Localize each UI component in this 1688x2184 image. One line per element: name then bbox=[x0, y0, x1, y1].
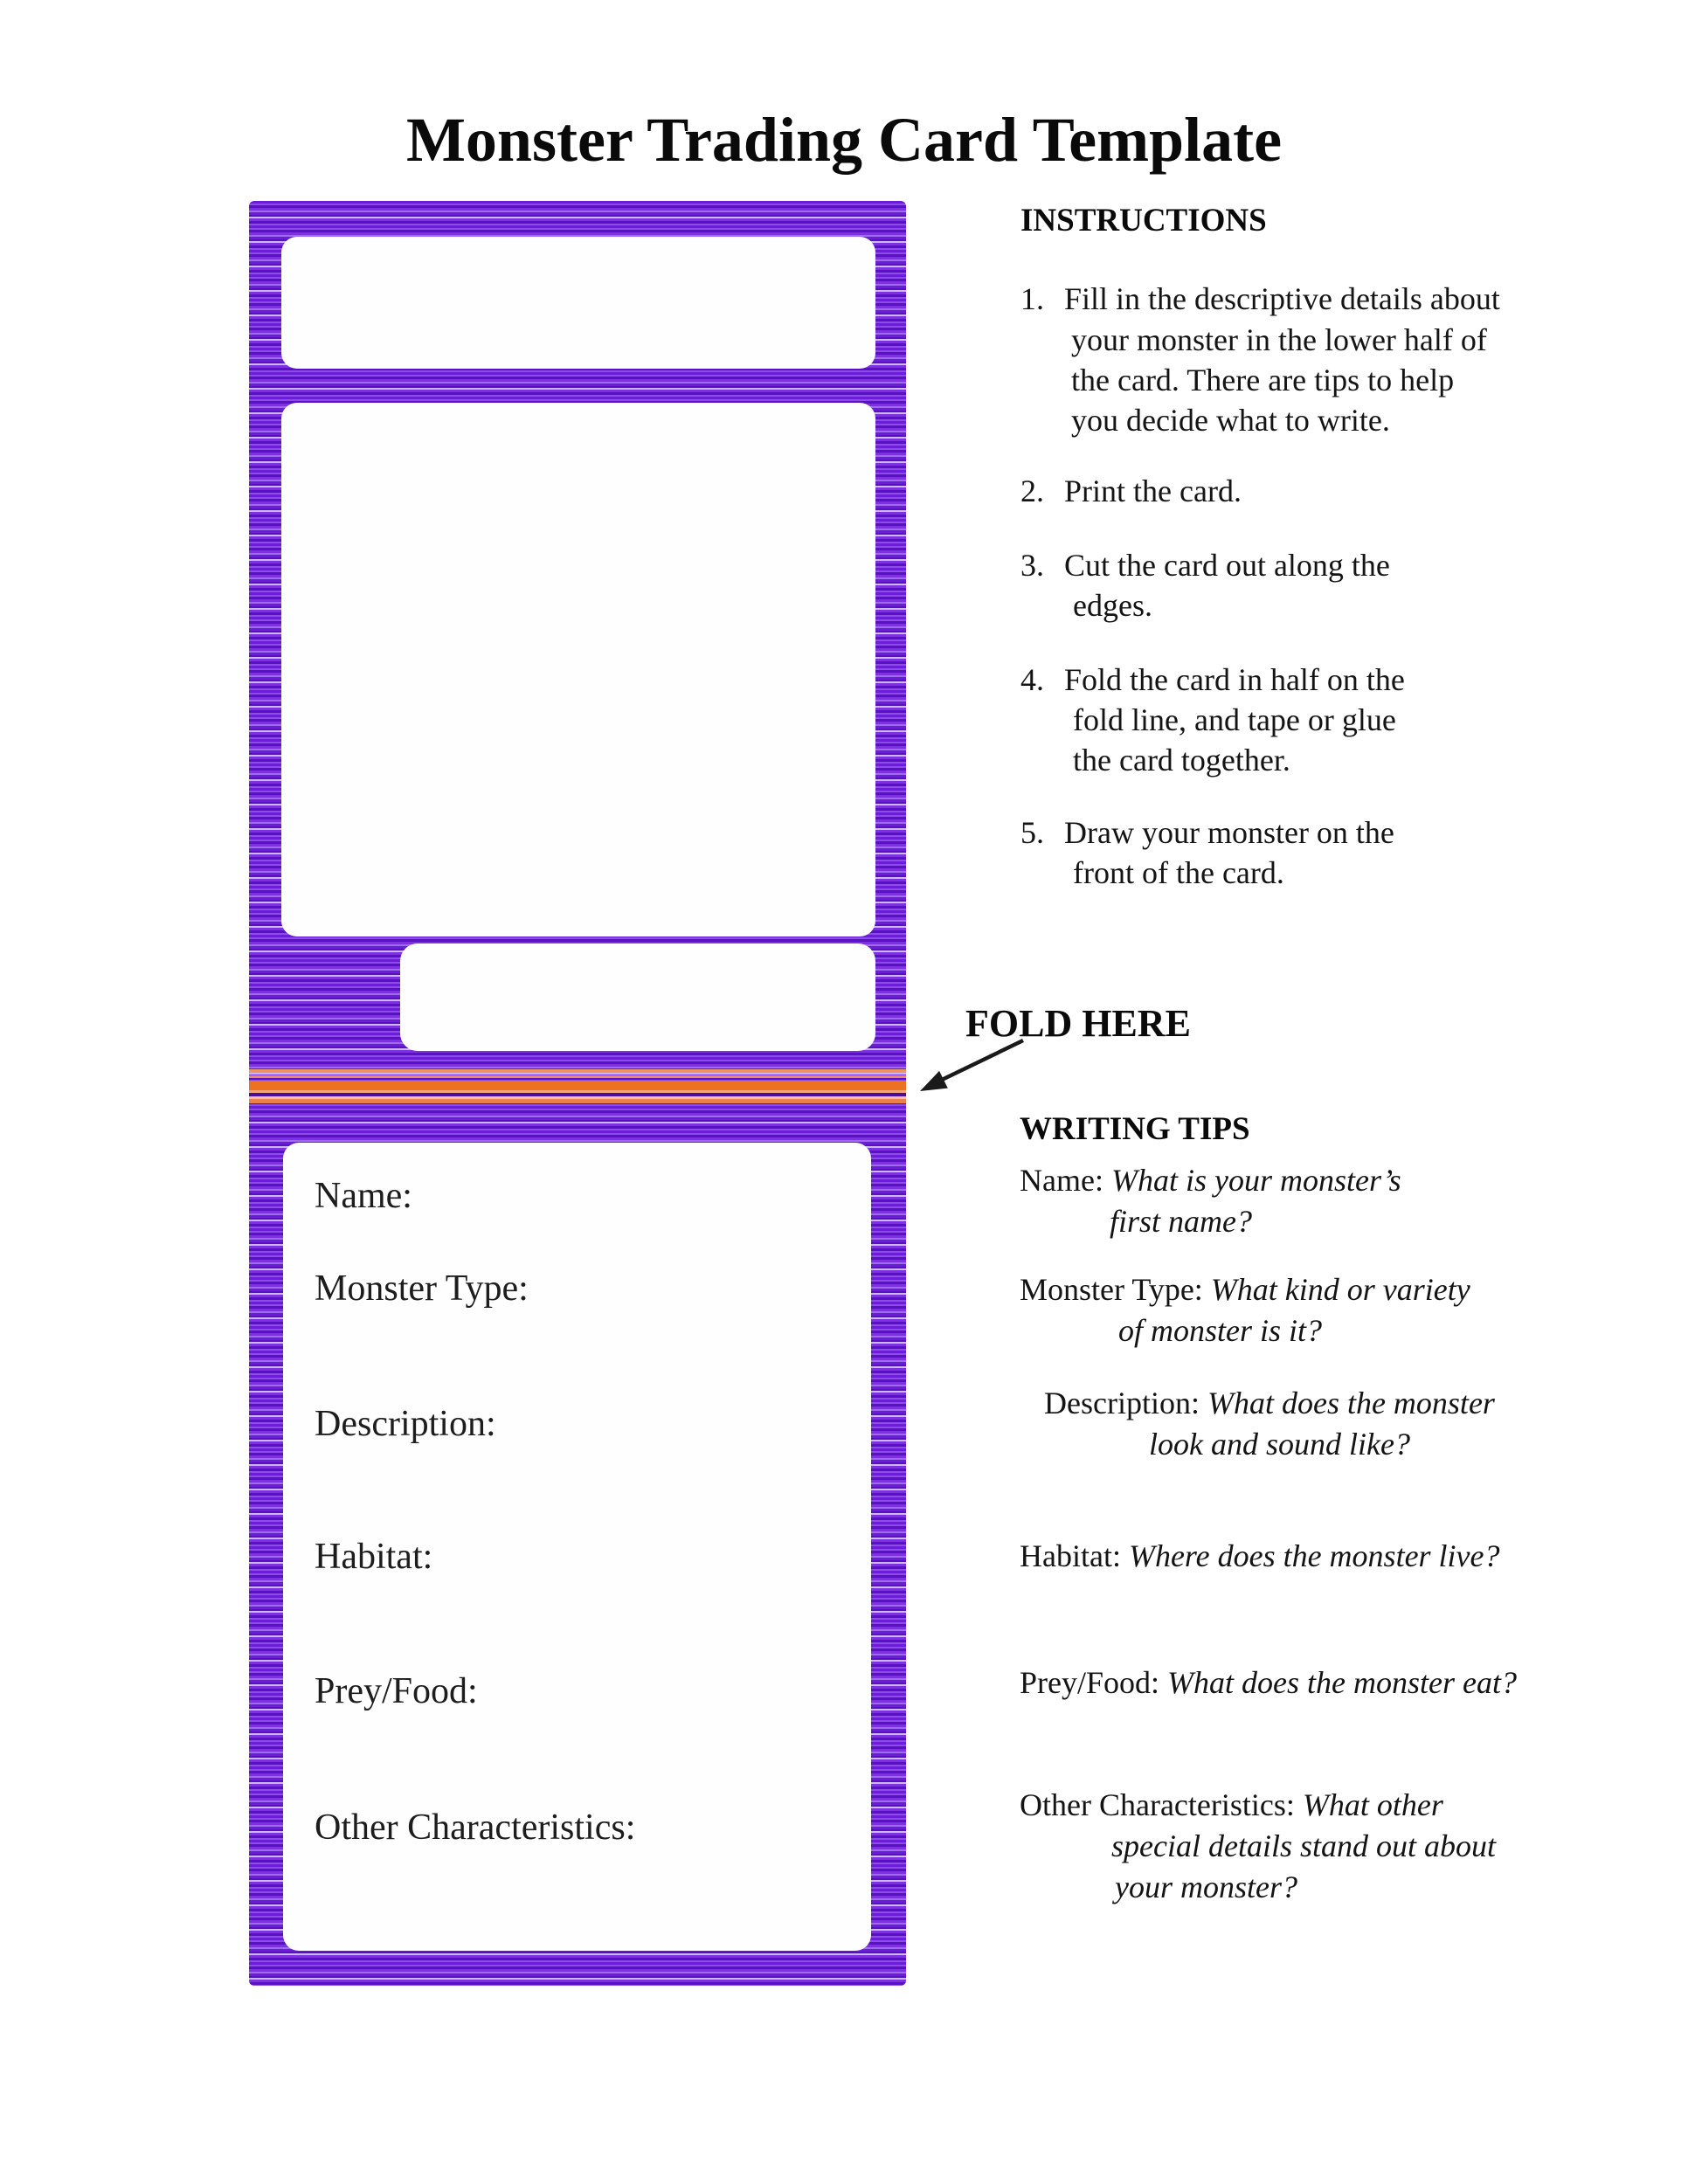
instruction-number: 5. bbox=[1020, 815, 1044, 850]
field-label-prey-food: Prey/Food: bbox=[315, 1671, 478, 1711]
page-title: Monster Trading Card Template bbox=[405, 105, 1283, 175]
tip-monster-type bbox=[1020, 1271, 1470, 1310]
fold-arrow-icon bbox=[911, 1033, 1034, 1102]
tip-other-characteristics-cont: your monster? bbox=[1115, 1870, 1297, 1904]
instruction-line: Print the card. bbox=[1064, 473, 1242, 508]
fold-line-stripe bbox=[249, 1099, 906, 1103]
tip-other-characteristics-cont: special details stand out about bbox=[1111, 1828, 1496, 1863]
tip-description bbox=[1044, 1385, 1495, 1423]
fold-here-label: FOLD HERE bbox=[965, 1002, 1191, 1045]
tip-description-cont: look and sound like? bbox=[1149, 1427, 1410, 1462]
field-label-other-characteristics: Other Characteristics: bbox=[315, 1807, 636, 1848]
tip-text: What does the monster bbox=[1207, 1386, 1495, 1420]
instruction-line: the card. There are tips to help bbox=[1071, 363, 1455, 397]
tip-other-characteristics bbox=[1020, 1787, 1443, 1825]
tip-text: What does the monster eat? bbox=[1167, 1665, 1517, 1700]
field-label-name: Name: bbox=[315, 1176, 412, 1216]
field-label-habitat: Habitat: bbox=[315, 1537, 433, 1577]
tip-text: What kind or variety bbox=[1210, 1272, 1470, 1307]
instruction-number: 4. bbox=[1020, 662, 1044, 697]
tip-prey-food bbox=[1020, 1664, 1517, 1703]
instruction-line: Fold the card in half on the bbox=[1064, 662, 1405, 697]
card-caption-box bbox=[400, 943, 875, 1051]
field-label-monster-type: Monster Type: bbox=[315, 1268, 529, 1309]
instruction-line: Draw your monster on the bbox=[1064, 815, 1394, 850]
tip-habitat bbox=[1020, 1538, 1500, 1576]
tip-label: Description: bbox=[1044, 1386, 1207, 1420]
instruction-number: 2. bbox=[1020, 473, 1044, 508]
instruction-line: you decide what to write. bbox=[1071, 403, 1390, 438]
tip-label: Name: bbox=[1020, 1163, 1111, 1198]
tip-text: Where does the monster live? bbox=[1128, 1538, 1500, 1573]
tip-text: What other bbox=[1302, 1787, 1443, 1822]
card-drawing-box bbox=[281, 403, 875, 936]
tip-label: Habitat: bbox=[1020, 1538, 1129, 1573]
tip-name-cont: first name? bbox=[1110, 1204, 1253, 1239]
field-label-description: Description: bbox=[315, 1404, 496, 1444]
fold-line-stripe bbox=[249, 1069, 906, 1073]
tip-label: Other Characteristics: bbox=[1020, 1787, 1303, 1822]
tip-label: Prey/Food: bbox=[1020, 1665, 1168, 1700]
tip-monster-type-cont: of monster is it? bbox=[1118, 1313, 1323, 1348]
instructions-heading: INSTRUCTIONS bbox=[1020, 203, 1267, 238]
writing-tips-heading: WRITING TIPS bbox=[1020, 1111, 1250, 1147]
instruction-number: 3. bbox=[1020, 548, 1044, 583]
instruction-line: front of the card. bbox=[1073, 855, 1284, 890]
instruction-line: Cut the card out along the bbox=[1064, 548, 1390, 583]
tip-name bbox=[1020, 1162, 1401, 1200]
instruction-line: edges. bbox=[1073, 588, 1152, 623]
fold-line-stripe bbox=[249, 1081, 906, 1090]
instruction-line: fold line, and tape or glue bbox=[1073, 702, 1396, 737]
tip-text: What is your monster’s bbox=[1110, 1163, 1401, 1198]
instruction-number: 1. bbox=[1020, 281, 1044, 316]
card-title-box bbox=[281, 237, 875, 369]
tip-label: Monster Type: bbox=[1020, 1272, 1211, 1307]
instruction-line: your monster in the lower half of bbox=[1071, 322, 1487, 357]
instruction-line: Fill in the descriptive details about bbox=[1064, 281, 1500, 316]
fold-line-stripe bbox=[249, 1075, 906, 1078]
instruction-line: the card together. bbox=[1073, 743, 1290, 778]
